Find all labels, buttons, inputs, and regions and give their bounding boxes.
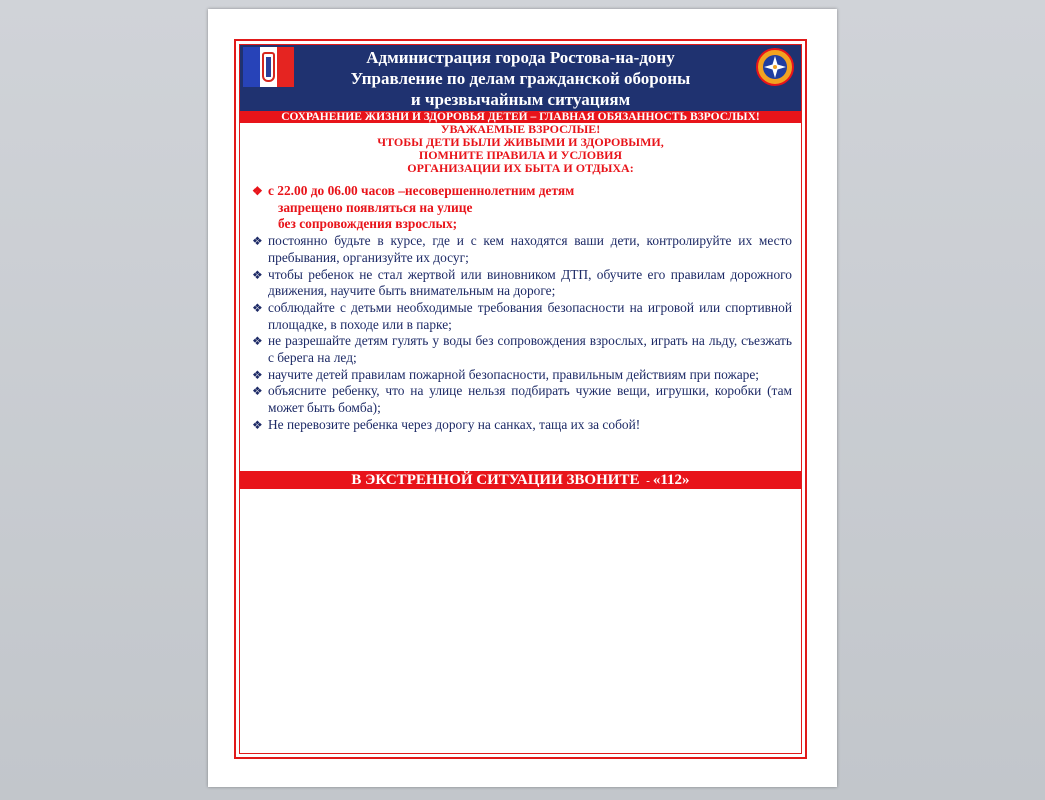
list-item	[252, 367, 792, 384]
rule-text: научите детей правилам пожарной безопасности, правильным действиям при пожаре;	[268, 366, 760, 382]
rule-text: постоянно будьте в курсе, где и с кем находятся ваши дети, контролируйте их место пребывания, организуйте их досуг;	[268, 233, 792, 265]
greeting-line-3: ПОМНИТЕ ПРАВИЛА И УСЛОВИЯ	[418, 148, 623, 162]
curfew-line-1: с 22.00 до 06.00 часов –несовершеннолетним детям	[268, 183, 575, 198]
rule-text: объясните ребенку, что на улице нельзя подбирать чужие вещи, игрушки, коробки (там может быть бомба);	[268, 383, 792, 416]
rule-text: не разрешайте детям гулять у воды без сопровождения взрослых, играть на льду, съезжать с берега на лед;	[268, 333, 792, 366]
rule-text: чтобы ребенок не стал жертвой или виновником ДТП, обучите его правилам дорожного движения, научите быть внимательным на дороге;	[268, 266, 792, 299]
curfew-line-2: запрещено появляться на улице	[278, 199, 473, 215]
document-page	[208, 9, 837, 787]
list-item	[252, 267, 792, 300]
rule-text: соблюдайте с детьми необходимые требования безопасности на игровой или спортивной площадке, в походе или в парке;	[268, 299, 792, 332]
list-item	[252, 233, 792, 266]
greeting-block	[240, 123, 801, 175]
header-line-2: Управление по делам гражданской обороны	[350, 69, 691, 88]
city-coat-of-arms-icon	[243, 47, 294, 87]
emergency-separator: -	[646, 475, 650, 487]
curfew-line-3: без сопровождения взрослых;	[278, 216, 458, 232]
emergency-call-bar	[240, 471, 801, 489]
emergency-number: «112»	[652, 472, 690, 488]
header-title	[300, 47, 741, 110]
emergency-text: В ЭКСТРЕННОЙ СИТУАЦИИ ЗВОНИТЕ	[351, 472, 640, 488]
diamond-bullet-icon: ❖	[252, 417, 263, 432]
list-item	[252, 300, 792, 333]
diamond-bullet-icon: ❖	[252, 367, 263, 382]
list-item	[252, 333, 792, 366]
list-item	[252, 417, 792, 434]
curfew-rule	[252, 183, 792, 233]
header-line-1: Администрация города Ростова-на-дону	[366, 48, 675, 67]
diamond-bullet-icon: ❖	[252, 267, 263, 282]
diamond-bullet-icon: ❖	[252, 234, 263, 249]
list-item	[252, 383, 792, 416]
rules-list	[252, 183, 792, 434]
header-line-3: и чрезвычайным ситуациям	[410, 90, 631, 109]
header-banner	[240, 45, 801, 111]
diamond-bullet-icon: ❖	[252, 384, 263, 399]
slogan-bar: СОХРАНЕНИЕ ЖИЗНИ И ЗДОРОВЬЯ ДЕТЕЙ – ГЛАВНАЯ ОБЯЗАННОСТЬ ВЗРОСЛЫХ!	[240, 111, 801, 123]
greeting-line-2: ЧТОБЫ ДЕТИ БЫЛИ ЖИВЫМИ И ЗДОРОВЫМИ,	[377, 135, 664, 149]
diamond-bullet-icon: ❖	[252, 334, 263, 349]
rule-text: Не перевозите ребенка через дорогу на санках, таща их за собой!	[268, 416, 641, 432]
civil-defense-emblem-icon	[755, 47, 795, 87]
diamond-bullet-icon: ❖	[252, 300, 263, 315]
red-border-frame	[234, 39, 807, 759]
diamond-bullet-icon: ❖	[252, 184, 263, 198]
greeting-line-4: ОРГАНИЗАЦИИ ИХ БЫТА И ОТДЫХА:	[407, 161, 634, 175]
greeting-line-1: УВАЖАЕМЫЕ ВЗРОСЛЫЕ!	[440, 122, 601, 136]
